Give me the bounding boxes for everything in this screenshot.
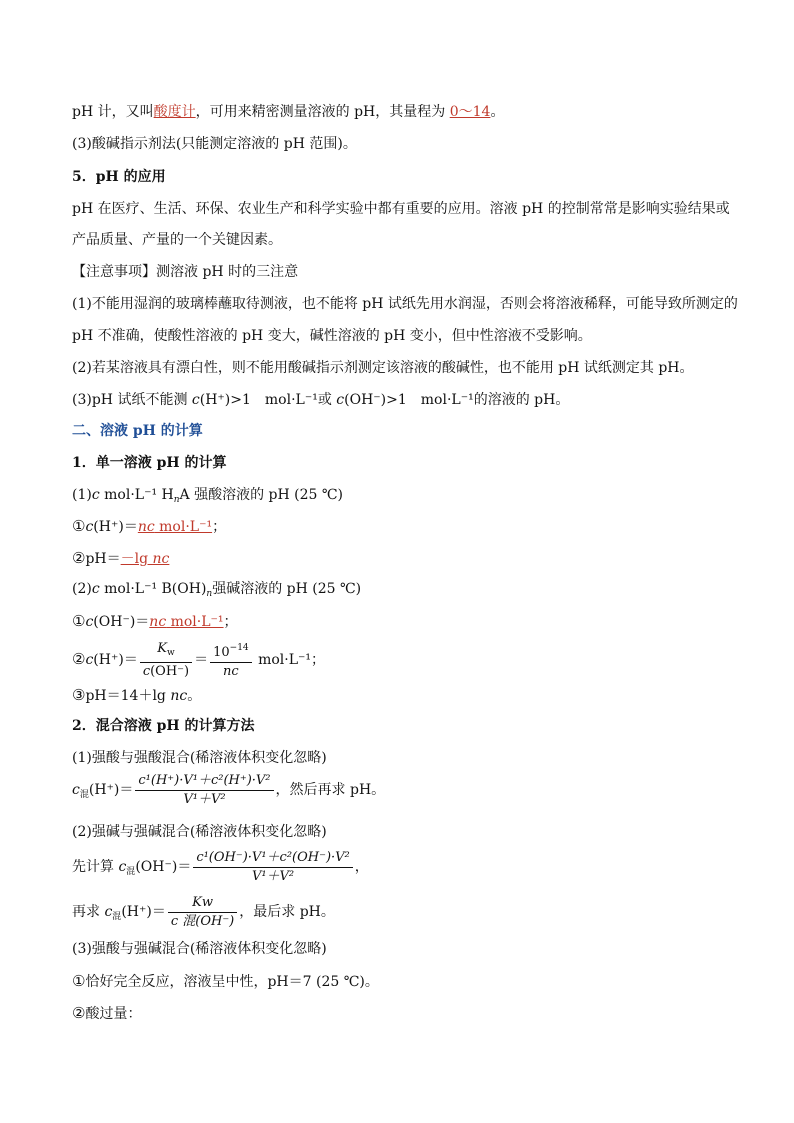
ph-meter-line: pH 计，又叫酸度计，可用来精密测量溶液的 pH，其量程为 0～14。: [72, 104, 505, 120]
strong-base-step-2: ②c(H⁺)＝ $\frac{K_w}{c(OH^-)}$ ＝ $\frac{10^{-14}}{nc}$ mol·L⁻¹；: [72, 640, 326, 679]
base-mix-fraction: $\frac{\text{c¹(OH⁻)·V¹＋c²(OH⁻)·V²}}{\text{V¹＋V²}}$: [193, 850, 352, 885]
base-base-formula: 先计算 $c_混(OH^-)=$ $\frac{\text{c¹(OH⁻)·V¹＋c²(OH⁻)·V²}}{\text{V¹＋V²}}$ ，: [72, 849, 369, 884]
acid-mix-fraction: $\frac{\text{c¹(H⁺)·V¹＋c²(H⁺)·V²}}{\text{V¹＋V²}}$: [135, 773, 273, 808]
acid-base-neutral: ①恰好完全反应，溶液呈中性，pH＝7 (25 ℃)。: [72, 972, 379, 990]
note-2: (2)若某溶液具有漂白性，则不能用酸碱指示剂测定该溶液的酸碱性，也不能用 pH 试纸测定其 pH。: [72, 360, 694, 376]
kw-fraction: $\frac{K_w}{c(OH^-)}$: [140, 641, 192, 680]
acid-acid-formula: $c_混(H^+)=$ $\frac{\text{c¹(H⁺)·V¹＋c²(H⁺)·V²}}{\text{V¹＋V²}}$ ，然后再求 pH。: [72, 772, 386, 807]
answer-oh-concentration: nc mol·L⁻¹: [149, 614, 224, 630]
note-3: (3)pH 试纸不能测 c(H⁺)>1 mol·L⁻¹或 c(OH⁻)>1 mol·L⁻¹的溶液的 pH。: [72, 392, 570, 408]
strong-base-step-3: ③pH＝14＋lg nc。: [72, 686, 202, 704]
answer-range: 0～14: [449, 104, 491, 120]
acid-acid-mix: (1)强酸与强酸混合(稀溶液体积变化忽略): [72, 750, 327, 766]
heading-mixed-solution: 2．混合溶液 pH 的计算方法: [72, 718, 255, 734]
base-base-h-formula: 再求 $c_混(H^+)=$ $\frac{Kw}{\text{c 混(OH⁻)}}$ ，最后求 pH。: [72, 894, 335, 929]
strong-acid-step-2: ②pH＝－lg nc: [72, 549, 170, 567]
heading-ph-application: 5．pH 的应用: [72, 169, 166, 185]
strong-acid-step-1: ①c(H⁺)＝nc mol·L⁻¹；: [72, 517, 227, 535]
strong-acid-line: (1)c mol·L⁻¹ $H_nA$ 强酸溶液的 pH (25 ℃): [72, 487, 344, 505]
indicator-method-line: (3)酸碱指示剂法(只能测定溶液的 pH 范围)。: [72, 136, 357, 152]
application-paragraph-2: 产品质量、产量的一个关键因素。: [72, 232, 282, 248]
strong-base-line: (2)c mol·L⁻¹ $B(OH)_n$强碱溶液的 pH (25 ℃): [72, 581, 362, 599]
answer-h-concentration: nc mol·L⁻¹: [137, 519, 213, 535]
acid-excess: ②酸过量：: [72, 1004, 142, 1022]
section-ph-calculation: 二、溶液 pH 的计算: [72, 423, 203, 439]
base-base-mix: (2)强碱与强碱混合(稀溶液体积变化忽略): [72, 824, 327, 840]
application-paragraph-1: pH 在医疗、生活、环保、农业生产和科学实验中都有重要的应用。溶液 pH 的控制常常是影响实验结果或: [72, 201, 730, 217]
answer-acidity-meter: 酸度计: [153, 104, 196, 120]
note-1-line-2: pH 不准确，使酸性溶液的 pH 变大，碱性溶液的 pH 变小，但中性溶液不受影响。: [72, 328, 592, 344]
note-1-line-1: (1)不能用湿润的玻璃棒蘸取待测液，也不能将 pH 试纸先用水润湿，否则会将溶液稀释，可能导致所测定的: [72, 296, 738, 312]
ten-power-fraction: $\frac{10^{-14}}{nc}$: [210, 640, 252, 680]
acid-base-mix: (3)强酸与强碱混合(稀溶液体积变化忽略): [72, 941, 327, 957]
answer-ph-acid: －lg nc: [120, 551, 170, 567]
note-heading: 【注意事项】测溶液 pH 时的三注意: [72, 264, 299, 280]
kw-over-oh-fraction: $\frac{Kw}{\text{c 混(OH⁻)}}$: [168, 895, 237, 930]
strong-base-step-1: ①c(OH⁻)＝nc mol·L⁻¹；: [72, 612, 238, 630]
heading-single-solution: 1．单一溶液 pH 的计算: [72, 455, 227, 471]
